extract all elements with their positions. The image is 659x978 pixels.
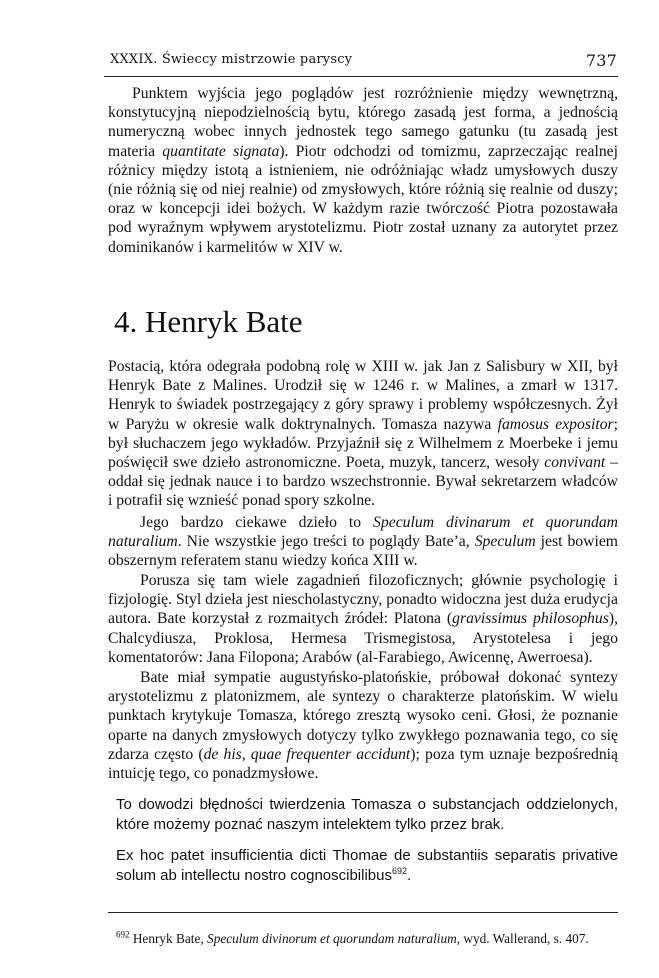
header-rule <box>104 76 618 77</box>
quote-latin: Ex hoc patet insufficientia dicti Thomae de substantiis separatis privative solum ab intellectu nostro cognoscibilibus$^{692}$. <box>116 847 618 884</box>
footnote: $^{692}$ Henryk Bate, Speculum divinorum et quorundam naturalium, wyd. Wallerand, s. 407. <box>116 929 589 946</box>
latin-term: de his, quae frequenter accidunt <box>203 745 411 763</box>
latin-term: famosus expositor <box>497 415 614 433</box>
section-heading: 4. Henryk Bate <box>114 304 303 339</box>
footnote-rule <box>108 912 618 913</box>
quote-polish: To dowodzi błędności twierdzenia Tomasza o substancjach oddzielonych, które możemy poznać naszym intelektem tylko przez brak. <box>116 796 618 833</box>
chapter-title: XXXIX. Świeccy mistrzowie paryscy <box>110 52 353 67</box>
page-number: 737 <box>585 51 617 70</box>
footnote-ref[interactable]: 692 <box>391 866 408 876</box>
footnote-number: 692 <box>116 929 130 940</box>
book-title: Speculum divinorum et quorundam naturalium <box>207 931 457 946</box>
latin-term: quantitate signata <box>162 142 280 160</box>
latin-term: convivant <box>544 454 606 472</box>
paragraph-bate-intro: Postacią, która odegrała podobną rolę w XIII w. jak Jan z Salisbury w XII, był Henryk Bate z Malines. Urodził się w 1246 r. w Malines, a zmarł w 1317. Henryk to świadek postrzegający z góry sprawy i problemy współczesnych. Żył w Paryżu w okresie walk doktrynalnych. Tomasza nazywa famosus expositor; był słuchaczem jego wykładów. Przyjaźnił się z Wilhelmem z Moerbeke i jemu poświęcił swe dzieło astronomiczne. Poeta, muzyk, tancerz, wesoły convivant – oddał się jednak nauce i to bardzo wszechstronnie. Bywał sekretarzem władców i potrafił się wznieść ponad spory szkolne. <box>108 358 619 510</box>
paragraph-speculum: Jego bardzo ciekawe dzieło to Speculum divinarum et quorundam naturalium. Nie wszystkie jego treści to poglądy Bate’a, Speculum jest bowiem obszernym referatem stanu wiedzy końca XIII w. <box>108 514 618 570</box>
running-head <box>110 52 617 74</box>
paragraph-sources: Porusza się tam wiele zagadnień filozoficznych; głównie psychologię i fizjologię. Styl dzieła jest niescholastyczny, ponadto widoczna jest duża erudycja autora. Bate korzystał z rozmaitych źródeł: Platona (gravissimus philosophus), Chalcydiusza, Proklosa, Hermesa Trismegistosa, Arystotelesa i jego komentatorów: Jana Filopona; Arabów (al-Farabiego, Awicennę, Awerroesa). <box>108 572 619 666</box>
latin-term: gravissimus philosophus <box>452 610 609 628</box>
paragraph-synthesis: Bate miał sympatie augustyńsko-platońskie, próbował dokonać syntezy arystotelizmu z platonizmem, ale syntezy o charakterze platońskim. W wielu punktach krytykuje Tomasza, którego zresztą wysoko ceni. Głosi, że poznanie oparte na danych zmysłowych dotyczy tylko zwykłego poznawania tego, co się zdarza często (de his, quae frequenter accidunt); poza tym uznaje bezpośrednią intuicję tego, co ponadzmysłowe. <box>108 669 619 783</box>
book-title: Speculum divinarum et quorundam naturalium <box>108 514 618 551</box>
book-title-short: Speculum <box>474 533 536 551</box>
paragraph-peter: Punktem wyjścia jego poglądów jest rozróżnienie między wewnętrzną, konstytucyjną niepodzielnością bytu, którego zasadą jest forma, a jednością numeryczną wobec innych jednostek tego samego gatunku (tu zasadą jest materia quantitate signata). Piotr odchodzi od tomizmu, zaprzeczając realnej różnicy między istotą a istnieniem, nie odróżniając władz umysłowych duszy (nie różnią się od niej realnie) od zmysłowych, które różnią się realnie od duszy; oraz w koncepcji idei bożych. W każdym razie twórczość Piotra pozostawała pod wyraźnym wpływem arystotelizmu. Piotr został uznany za autorytet przez dominikanów i karmelitów w XIV w. <box>108 85 618 256</box>
